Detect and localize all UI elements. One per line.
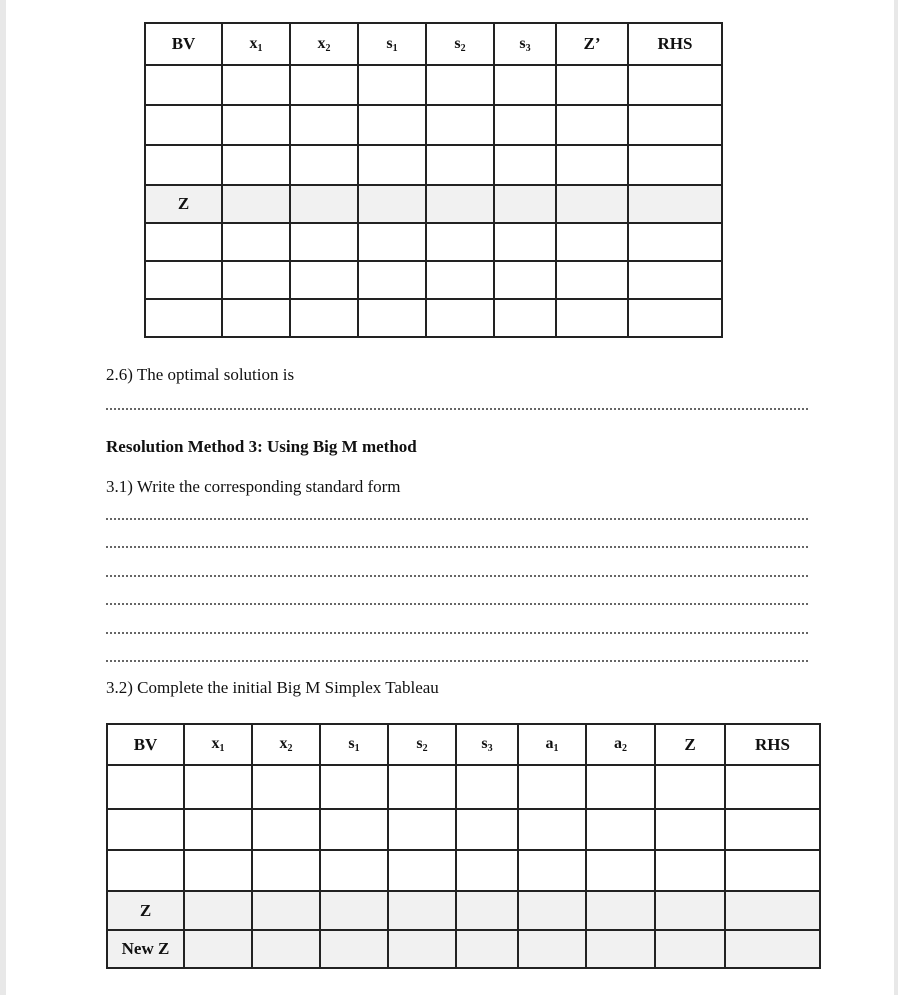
table-row bbox=[145, 261, 722, 299]
table-row bbox=[145, 65, 722, 105]
method-3-title: Resolution Method 3: Using Big M method bbox=[106, 437, 417, 456]
table-row bbox=[107, 850, 820, 891]
table-row bbox=[145, 105, 722, 145]
answer-line[interactable] bbox=[106, 546, 808, 548]
header-s2: $s_2$ bbox=[388, 724, 456, 765]
table-row bbox=[145, 299, 722, 337]
z-row-label: Z bbox=[145, 185, 222, 223]
simplex-tableau-1 bbox=[144, 22, 723, 338]
question-2-6: 2.6) The optimal solution is bbox=[106, 365, 295, 384]
header-x1: $x_1$ bbox=[184, 724, 252, 765]
header-z: Z bbox=[655, 724, 725, 765]
header-rhs: RHS bbox=[725, 724, 820, 765]
answer-line[interactable] bbox=[106, 408, 808, 410]
header-s1: $s_1$ bbox=[358, 23, 426, 65]
new-z-row-label: New Z bbox=[107, 930, 184, 968]
header-row bbox=[145, 23, 722, 65]
header-a2: $a_2$ bbox=[586, 724, 655, 765]
table-row bbox=[145, 145, 722, 185]
header-s1: $s_1$ bbox=[320, 724, 388, 765]
question-3-1: 3.1) Write the corresponding standard form bbox=[106, 477, 401, 496]
header-row bbox=[107, 724, 820, 765]
new-z-row bbox=[107, 930, 820, 968]
answer-line[interactable] bbox=[106, 603, 808, 605]
header-s3: $s_3$ bbox=[494, 23, 556, 65]
table-row bbox=[107, 765, 820, 809]
header-bv: BV bbox=[145, 23, 222, 65]
z-row-label: Z bbox=[107, 891, 184, 930]
answer-line[interactable] bbox=[106, 575, 808, 577]
answer-line[interactable] bbox=[106, 660, 808, 662]
z-row bbox=[145, 185, 722, 223]
header-x2: $x_2$ bbox=[290, 23, 358, 65]
header-a1: $a_1$ bbox=[518, 724, 586, 765]
worksheet-page bbox=[6, 0, 894, 995]
z-row bbox=[107, 891, 820, 930]
question-3-2: 3.2) Complete the initial Big M Simplex Tableau bbox=[106, 678, 439, 697]
header-rhs: RHS bbox=[628, 23, 722, 65]
header-x2: $x_2$ bbox=[252, 724, 320, 765]
table-row bbox=[107, 809, 820, 850]
header-s2: $s_2$ bbox=[426, 23, 494, 65]
big-m-tableau bbox=[106, 723, 821, 969]
header-bv: BV bbox=[107, 724, 184, 765]
header-x1: $x_1$ bbox=[222, 23, 290, 65]
header-s3: $s_3$ bbox=[456, 724, 518, 765]
header-zprime: Z’ bbox=[556, 23, 628, 65]
answer-line[interactable] bbox=[106, 518, 808, 520]
table-row bbox=[145, 223, 722, 261]
answer-line[interactable] bbox=[106, 632, 808, 634]
